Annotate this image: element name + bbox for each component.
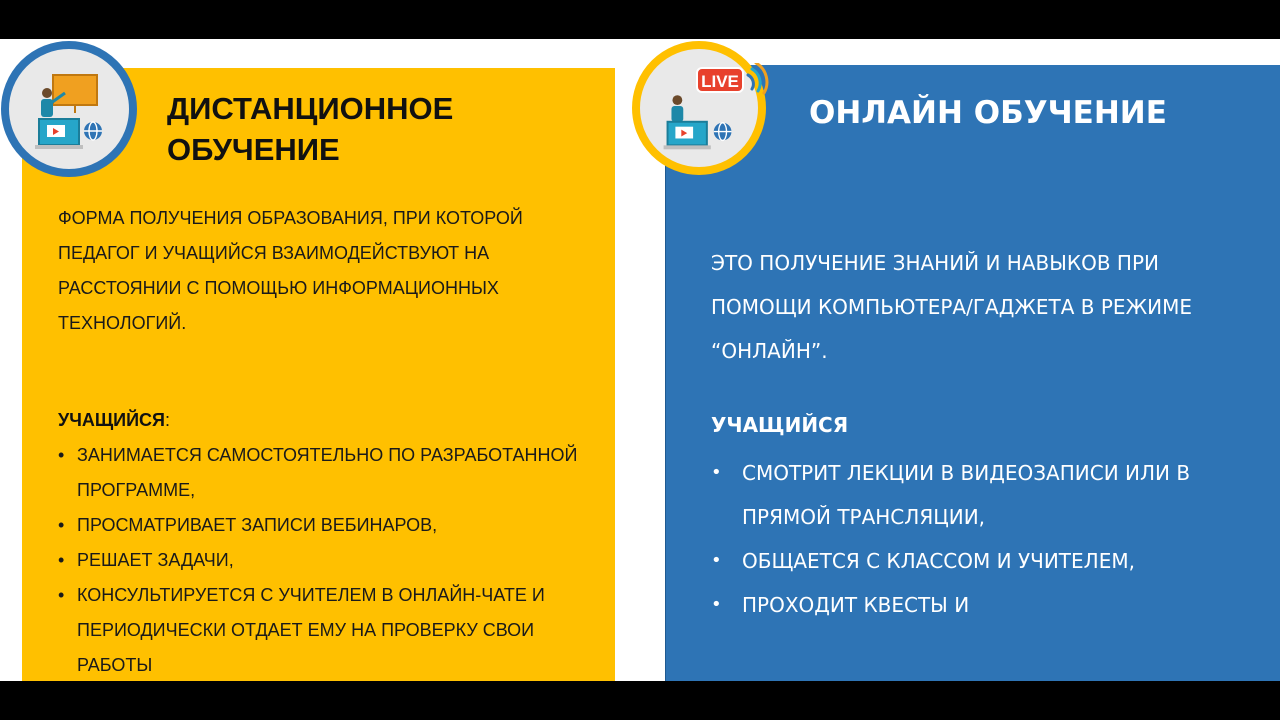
list-item: • СМОТРИТ ЛЕКЦИИ В ВИДЕОЗАПИСИ ИЛИ В ПРЯМОЙ ТРАНСЛЯЦИИ,	[711, 451, 1231, 539]
list-item: • ПРОСМАТРИВАЕТ ЗАПИСИ ВЕБИНАРОВ,	[58, 508, 588, 543]
distance-student-heading-text: УЧАЩИЙСЯ	[58, 410, 165, 430]
live-badge-group	[690, 63, 770, 107]
distance-student-list	[58, 438, 588, 681]
distance-student-heading-colon: :	[165, 410, 171, 430]
list-item: • ЗАНИМАЕТСЯ САМОСТОЯТЕЛЬНО ПО РАЗРАБОТАННОЙ ПРОГРАММЕ,	[58, 438, 588, 508]
online-learning-description: ЭТО ПОЛУЧЕНИЕ ЗНАНИЙ И НАВЫКОВ ПРИ ПОМОЩИ КОМПЬЮТЕРА/ГАДЖЕТА В РЕЖИМЕ “ОНЛАЙН”.	[711, 251, 1192, 363]
live-badge: LIVE	[696, 67, 744, 93]
online-learning-title: ОНЛАЙН ОБУЧЕНИЕ	[809, 95, 1167, 131]
teacher-presentation-icon	[1, 41, 137, 177]
distance-learning-description: ФОРМА ПОЛУЧЕНИЯ ОБРАЗОВАНИЯ, ПРИ КОТОРОЙ ПЕДАГОГ И УЧАЩИЙСЯ ВЗАИМОДЕЙСТВУЮТ НА РАССТОЯНИИ С ПОМОЩЬЮ ИНФОРМАЦИОННЫХ ТЕХНОЛОГИЙ.	[58, 208, 523, 333]
distance-student-heading	[58, 405, 170, 435]
list-item: • ОБЩАЕТСЯ С КЛАССОМ И УЧИТЕЛЕМ,	[711, 539, 1231, 583]
list-item: • КОНСУЛЬТИРУЕТСЯ С УЧИТЕЛЕМ В ОНЛАЙН-ЧАТЕ И ПЕРИОДИЧЕСКИ ОТДАЕТ ЕМУ НА ПРОВЕРКУ СВОИ РАБОТЫ	[58, 578, 588, 681]
broadcast-waves-icon	[690, 63, 770, 107]
slide	[0, 39, 1280, 681]
distance-learning-title: ДИСТАНЦИОННОЕ ОБУЧЕНИЕ	[167, 91, 454, 167]
live-broadcast-icon	[632, 41, 766, 175]
list-item: • ПРОХОДИТ КВЕСТЫ И	[711, 583, 1231, 627]
online-student-heading: УЧАЩИЙСЯ	[711, 413, 849, 437]
online-student-list	[711, 451, 1231, 627]
list-item: • РЕШАЕТ ЗАДАЧИ,	[58, 543, 588, 578]
